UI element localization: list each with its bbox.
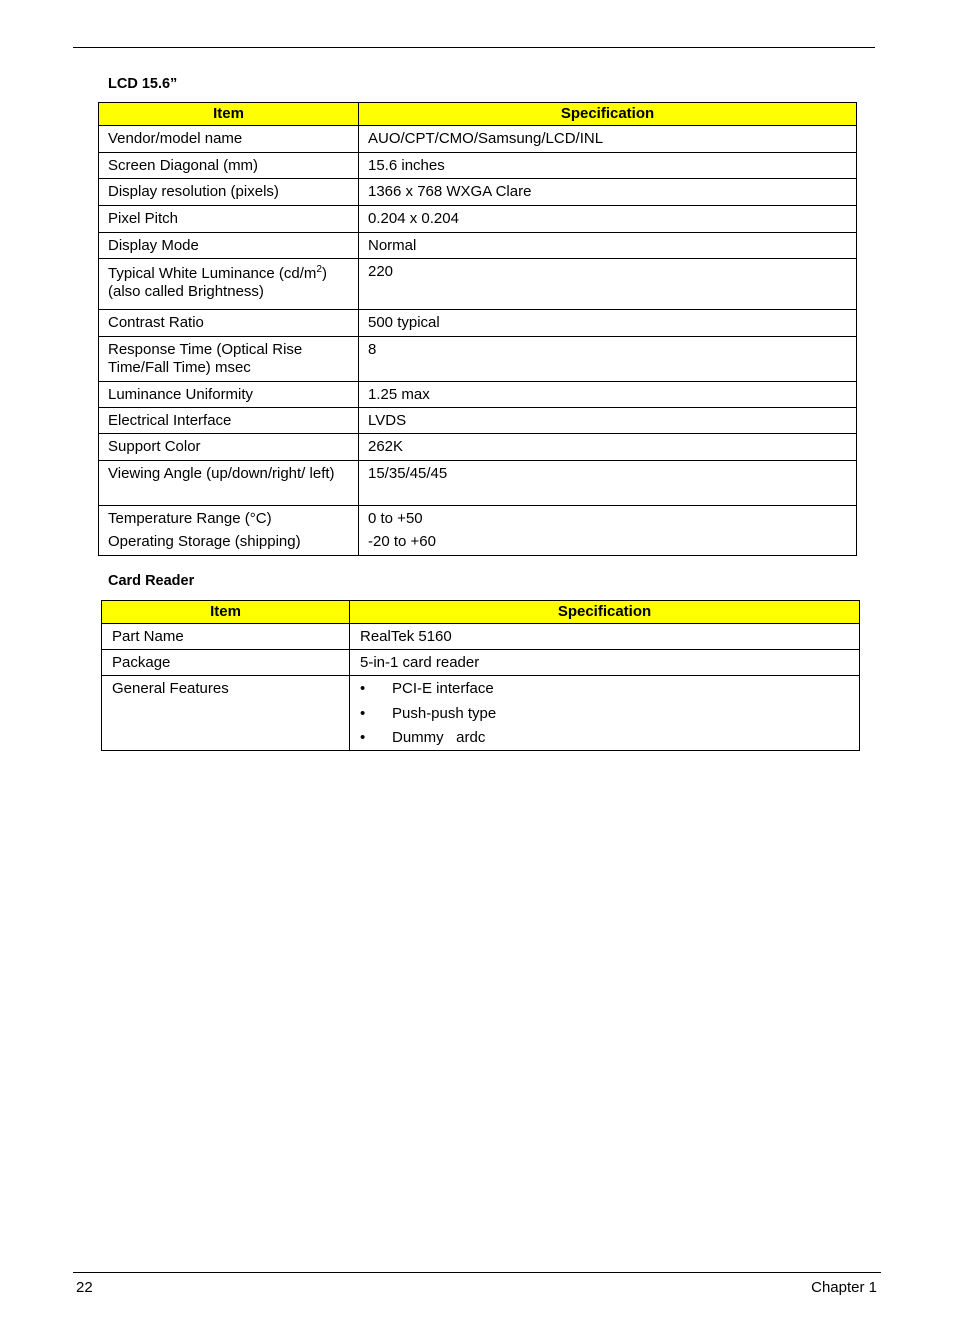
spec-cell: 8 bbox=[359, 337, 857, 382]
item-cell: Contrast Ratio bbox=[99, 310, 359, 337]
item-text: Operating Storage (shipping) bbox=[108, 533, 301, 550]
spec-cell: 262K bbox=[359, 434, 857, 461]
item-cell: Display resolution (pixels) bbox=[99, 179, 359, 206]
item-cell: Viewing Angle (up/down/right/ left) bbox=[99, 461, 359, 506]
item-cell: Screen Diagonal (mm) bbox=[99, 153, 359, 179]
column-header-item: Item bbox=[102, 601, 350, 624]
table-row bbox=[99, 408, 857, 434]
table-row bbox=[99, 206, 857, 233]
spec-cell: 5-in-1 card reader bbox=[350, 650, 860, 676]
item-text: ) bbox=[321, 265, 327, 282]
feature-text: PCI-E interface bbox=[392, 680, 494, 697]
spec-text: 0 to +50 bbox=[368, 510, 423, 527]
table-row bbox=[99, 310, 857, 337]
item-cell bbox=[99, 259, 359, 310]
spec-cell: 15.6 inches bbox=[359, 153, 857, 179]
table-row bbox=[99, 233, 857, 259]
column-header-item: Item bbox=[99, 103, 359, 126]
bullet-icon: • bbox=[360, 680, 366, 697]
spec-cell: Normal bbox=[359, 233, 857, 259]
bullet-icon: • bbox=[360, 704, 366, 722]
item-text: Temperature Range (°C) bbox=[108, 510, 272, 527]
spec-cell: 0.204 x 0.204 bbox=[359, 206, 857, 233]
table-header-row bbox=[99, 103, 857, 126]
table-row bbox=[102, 624, 860, 650]
item-cell: Pixel Pitch bbox=[99, 206, 359, 233]
item-cell: Support Color bbox=[99, 434, 359, 461]
table-row bbox=[99, 506, 857, 556]
table-row bbox=[99, 337, 857, 382]
lcd-spec-table bbox=[98, 102, 857, 556]
table-row bbox=[99, 179, 857, 206]
feature-text: Dummy ardc bbox=[392, 729, 486, 746]
card-reader-section-title: Card Reader bbox=[108, 573, 195, 589]
item-cell: Luminance Uniformity bbox=[99, 382, 359, 408]
item-cell: General Features bbox=[102, 676, 350, 751]
features-list bbox=[360, 680, 849, 747]
item-cell: Part Name bbox=[102, 624, 350, 650]
item-cell: Response Time (Optical Rise Time/Fall Time) msec bbox=[99, 337, 359, 382]
bullet-icon: • bbox=[360, 729, 366, 746]
spec-cell: 1.25 max bbox=[359, 382, 857, 408]
table-row bbox=[99, 259, 857, 310]
table-row bbox=[99, 434, 857, 461]
table-row bbox=[99, 126, 857, 153]
table-row bbox=[102, 650, 860, 676]
spec-cell: RealTek 5160 bbox=[350, 624, 860, 650]
spec-cell bbox=[350, 676, 860, 751]
list-item bbox=[360, 680, 849, 698]
footer-rule bbox=[73, 1272, 881, 1273]
table-row bbox=[99, 153, 857, 179]
item-cell bbox=[99, 506, 359, 556]
spec-cell bbox=[359, 506, 857, 556]
spec-cell: 15/35/45/45 bbox=[359, 461, 857, 506]
list-item bbox=[360, 729, 849, 747]
spec-cell: 500 typical bbox=[359, 310, 857, 337]
spec-cell: AUO/CPT/CMO/Samsung/LCD/INL bbox=[359, 126, 857, 153]
superscript: 2 bbox=[316, 264, 322, 275]
column-header-specification: Specification bbox=[350, 601, 860, 624]
spec-cell: 1366 x 768 WXGA Clare bbox=[359, 179, 857, 206]
column-header-specification: Specification bbox=[359, 103, 857, 126]
feature-text: Push-push type bbox=[392, 704, 497, 722]
item-cell: Package bbox=[102, 650, 350, 676]
card-reader-spec-table bbox=[101, 600, 860, 751]
spec-cell: 220 bbox=[359, 259, 857, 310]
spec-cell: LVDS bbox=[359, 408, 857, 434]
table-row bbox=[99, 461, 857, 506]
spec-text: -20 to +60 bbox=[368, 533, 436, 550]
item-text: Typical White Luminance (cd/m bbox=[108, 265, 317, 282]
lcd-section-title: LCD 15.6” bbox=[108, 76, 178, 92]
chapter-label: Chapter 1 bbox=[811, 1279, 877, 1296]
list-item bbox=[360, 705, 849, 723]
table-header-row bbox=[102, 601, 860, 624]
item-text: (also called Brightness) bbox=[108, 283, 264, 300]
item-cell: Display Mode bbox=[99, 233, 359, 259]
item-cell: Vendor/model name bbox=[99, 126, 359, 153]
page-number: 22 bbox=[76, 1279, 93, 1296]
header-rule bbox=[73, 47, 875, 48]
table-row bbox=[99, 382, 857, 408]
item-cell: Electrical Interface bbox=[99, 408, 359, 434]
table-row bbox=[102, 676, 860, 751]
